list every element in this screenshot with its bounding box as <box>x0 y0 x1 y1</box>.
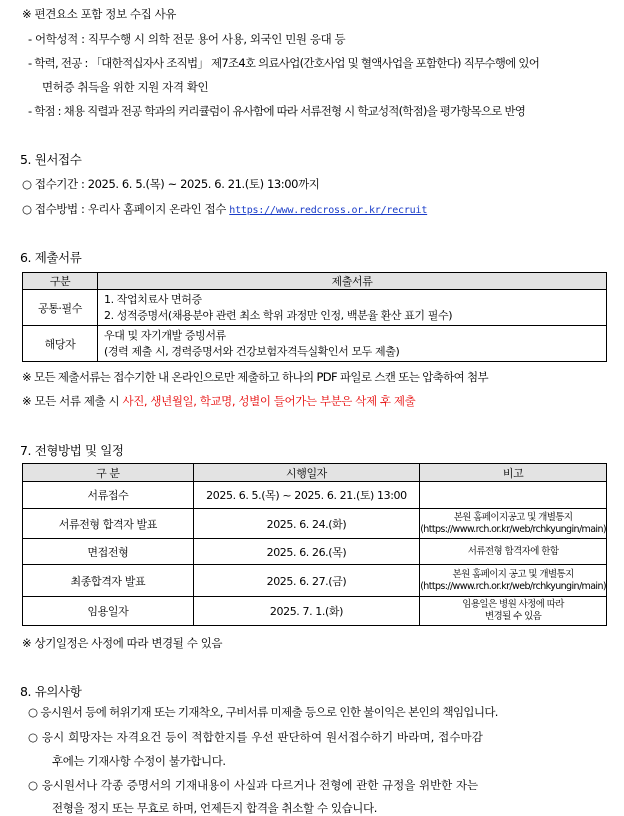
document-item: 1. 작업치료사 면허증 <box>104 292 202 306</box>
section5-title: 5. 원서접수 <box>20 152 82 167</box>
schedule-stage: 최종합격자 발표 <box>23 565 194 597</box>
section7-title: 7. 전형방법 및 일정 <box>20 443 124 458</box>
application-period: ○ 접수기간 : 2025. 6. 5.(목) ~ 2025. 6. 21.(토) 13:00까지 <box>22 177 320 191</box>
schedule-header-note: 비고 <box>420 464 607 482</box>
caution-item: ○ 응시원서나 각종 증명서의 기재내용이 사실과 다르거나 전형에 관한 규정을 위반한 자는 <box>28 778 479 792</box>
bias-bullet-education-cont: 면허증 취득을 위한 지원 자격 확인 <box>42 80 209 94</box>
schedule-row <box>23 539 607 565</box>
schedule-date: 2025. 6. 26.(목) <box>193 539 419 565</box>
schedule-table <box>22 463 607 626</box>
section8-title: 8. 유의사항 <box>20 684 82 699</box>
schedule-row <box>23 565 607 597</box>
recruit-link[interactable]: https://www.redcross.or.kr/recruit <box>229 205 428 216</box>
caution-item-cont: 후에는 기재사항 수정이 불가합니다. <box>52 754 226 768</box>
bias-bullet-grades: - 학점 : 채용 직렬과 전공 학과의 커리큘럼이 유사함에 따라 서류전형 시 학교성적(학점)을 평가항목으로 반영 <box>28 104 526 118</box>
schedule-stage: 서류전형 합격자 발표 <box>23 509 194 539</box>
documents-note-delete-red: 사진, 생년월일, 학교명, 성별이 들어가는 부분은 삭제 후 제출 <box>122 394 416 408</box>
caution-item: ○ 응시원서 등에 허위기재 또는 기재착오, 구비서류 미제출 등으로 인한 불이익은 본인의 책임입니다. <box>28 705 498 719</box>
application-method-label: ○ 접수방법 : 우리사 홈페이지 온라인 접수 <box>22 202 230 216</box>
bias-bullet-education: - 학력, 전공 : 「대한적십자사 조직법」 제7조4호 의료사업(간호사업 및 혈액사업을 포함한다) 직무수행에 있어 <box>28 56 540 70</box>
application-method <box>22 201 427 217</box>
documents-note-delete-prefix: ※ 모든 서류 제출 시 <box>22 394 123 408</box>
schedule-row <box>23 482 607 509</box>
schedule-stage: 서류접수 <box>23 482 194 509</box>
documents-list <box>98 290 607 326</box>
schedule-date: 2025. 6. 27.(금) <box>193 565 419 597</box>
documents-header-docs: 제출서류 <box>98 273 607 290</box>
document-item: (경력 제출 시, 경력증명서와 건강보험자격득실확인서 모두 제출) <box>104 344 400 358</box>
document-item: 우대 및 자기개발 증빙서류 <box>104 328 226 342</box>
caution-item-cont: 전형을 정지 또는 무효로 하며, 언제든지 합격을 취소할 수 있습니다. <box>52 801 377 815</box>
documents-row <box>23 290 607 326</box>
schedule-header-date: 시행일자 <box>193 464 419 482</box>
document-item: 2. 성적증명서(채용분야 관련 최소 학위 과정만 인정, 백분율 환산 표기 필수) <box>104 308 453 322</box>
schedule-date: 2025. 7. 1.(화) <box>193 597 419 626</box>
documents-note-delete <box>22 393 415 409</box>
schedule-row <box>23 597 607 626</box>
documents-header-category: 구분 <box>23 273 98 290</box>
schedule-stage: 면접전형 <box>23 539 194 565</box>
documents-list <box>98 326 607 362</box>
schedule-note-change: ※ 상기일정은 사정에 따라 변경될 수 있음 <box>22 636 223 650</box>
bias-bullet-language: - 어학성적 : 직무수행 시 의학 전문 용어 사용, 외국인 민원 응대 등 <box>28 32 346 46</box>
section6-title: 6. 제출서류 <box>20 250 82 265</box>
caution-item: ○ 응시 희망자는 자격요건 등이 적합한지를 우선 판단하여 원서접수하기 바라며, 접수마감 <box>28 730 483 744</box>
schedule-note <box>420 482 607 509</box>
documents-category: 해당자 <box>23 326 98 362</box>
schedule-note: 본원 홈페이지 공고 및 개별통지 (https://www.rch.or.kr/web/rchkyungin/main) <box>420 565 607 597</box>
schedule-note: 서류전형 합격자에 한함 <box>420 539 607 565</box>
documents-note-pdf: ※ 모든 제출서류는 접수기한 내 온라인으로만 제출하고 하나의 PDF 파일로 스캔 또는 압축하여 첨부 <box>22 370 488 384</box>
schedule-note: 임용일은 병원 사정에 따라 변경될 수 있음 <box>420 597 607 626</box>
documents-row <box>23 326 607 362</box>
bias-info-note: ※ 편견요소 포함 정보 수집 사유 <box>22 7 177 21</box>
documents-header-row <box>23 273 607 290</box>
documents-category: 공통·필수 <box>23 290 98 326</box>
schedule-header-row <box>23 464 607 482</box>
schedule-date: 2025. 6. 24.(화) <box>193 509 419 539</box>
schedule-date: 2025. 6. 5.(목) ~ 2025. 6. 21.(토) 13:00 <box>193 482 419 509</box>
schedule-header-stage: 구 분 <box>23 464 194 482</box>
schedule-row <box>23 509 607 539</box>
documents-table <box>22 272 607 362</box>
schedule-stage: 임용일자 <box>23 597 194 626</box>
schedule-note: 본원 홈페이지공고 및 개별통지 (https://www.rch.or.kr/web/rchkyungin/main) <box>420 509 607 539</box>
